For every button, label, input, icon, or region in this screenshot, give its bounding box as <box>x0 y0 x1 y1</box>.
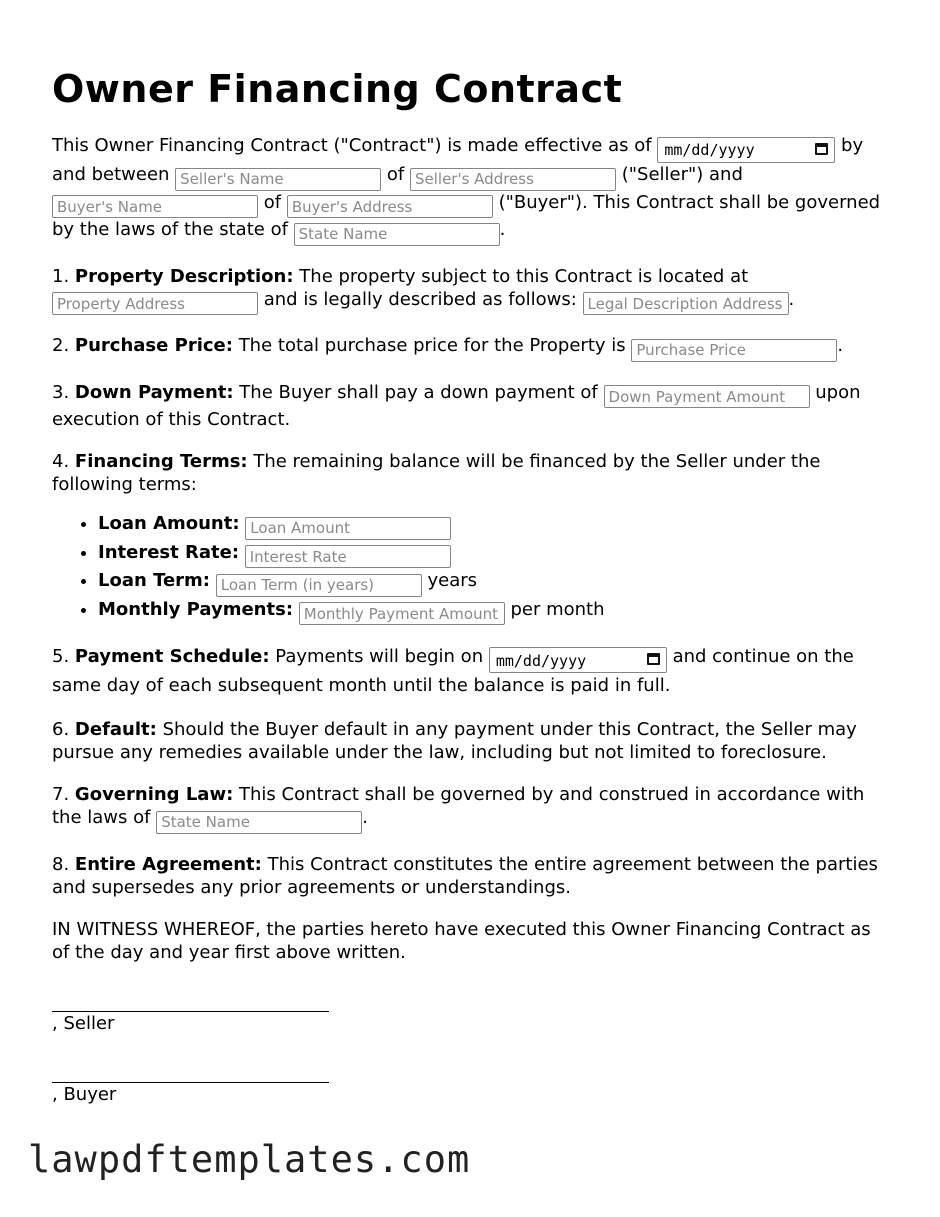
monthly-payments-label: Monthly Payments: <box>98 598 294 620</box>
section-down-payment <box>52 381 892 432</box>
witness-paragraph: IN WITNESS WHEREOF, the parties hereto have executed this Owner Financing Contract as of the day and year first above written. <box>52 918 871 963</box>
legal-description-input[interactable] <box>583 292 789 315</box>
section-entire-agreement <box>52 853 892 899</box>
section-text: This Contract constitutes the entire agreement between the parties and supersedes any prior agreements or understandings. <box>52 853 878 898</box>
down-payment-input[interactable] <box>604 385 810 408</box>
seller-address-input[interactable] <box>410 168 616 191</box>
section-heading: Default: <box>74 719 157 740</box>
section-heading: Purchase Price: <box>74 335 233 356</box>
calendar-icon[interactable] <box>647 653 660 665</box>
section-heading: Property Description: <box>74 265 294 287</box>
section-text: and continue on the same day of each subsequent month until the balance is paid in full. <box>52 646 854 696</box>
section-heading: Down Payment: <box>74 381 234 403</box>
intro-text-3: of <box>386 164 405 185</box>
contract-document <box>52 66 892 1116</box>
section-text: The remaining balance will be financed by the Seller under the following terms: <box>52 451 821 495</box>
seller-signature-block <box>52 994 892 1035</box>
section-number: 8. <box>52 853 70 875</box>
section-text: Should the Buyer default in any payment under this Contract, the Seller may pursue any remedies available under the law, including but not limited to foreclosure. <box>52 719 857 763</box>
loan-amount-label: Loan Amount: <box>98 513 240 534</box>
section-heading: Entire Agreement: <box>74 853 262 875</box>
seller-name-input[interactable] <box>175 168 381 191</box>
section-text: and is legally described as follows: <box>263 288 577 310</box>
seller-signature-line[interactable] <box>52 994 329 1012</box>
intro-text-5: of <box>263 191 282 213</box>
intro-paragraph <box>52 134 892 246</box>
payment-start-date-placeholder: mm/dd/yyyy <box>495 652 587 670</box>
list-item <box>98 569 892 597</box>
section-number: 5. <box>52 646 70 667</box>
buyer-signature-block <box>52 1065 892 1106</box>
section-text: This Contract shall be governed by and construed in accordance with the laws of <box>52 784 865 828</box>
section-heading: Financing Terms: <box>74 451 248 472</box>
list-item <box>98 512 892 540</box>
payment-start-date-field[interactable] <box>489 647 667 673</box>
section-text: upon execution of this Contract. <box>52 381 861 430</box>
page-title: Owner Financing Contract <box>52 67 623 111</box>
loan-amount-input[interactable] <box>245 517 451 540</box>
section-number: 2. <box>52 335 70 356</box>
intro-text-1: This Owner Financing Contract ("Contract") is made effective as of <box>52 135 652 156</box>
intro-text-6: ("Buyer"). This Contract shall be governed by the laws of the state of <box>52 191 881 240</box>
section-text: The property subject to this Contract is located at <box>299 265 749 287</box>
financing-terms-list <box>52 512 892 625</box>
buyer-signature-label: , Buyer <box>52 1083 117 1105</box>
section-text: . <box>837 335 844 356</box>
brand-watermark: lawpdftemplates.com <box>28 1138 471 1181</box>
section-number: 1. <box>52 265 70 287</box>
intro-text-2: by and between <box>52 135 864 185</box>
section-property-description <box>52 265 892 316</box>
effective-date-field[interactable] <box>657 137 835 163</box>
section-heading: Governing Law: <box>74 784 234 805</box>
section-number: 4. <box>52 451 70 472</box>
section-governing-law <box>52 783 892 834</box>
section-text: . <box>788 288 795 310</box>
list-item <box>98 541 892 569</box>
section-payment-schedule <box>52 644 892 699</box>
section-purchase-price <box>52 334 892 362</box>
section-number: 7. <box>52 784 70 805</box>
section-text: Payments will begin on <box>275 646 484 667</box>
loan-term-input[interactable] <box>216 574 422 597</box>
section-financing-terms <box>52 450 892 496</box>
section-text: The total purchase price for the Property is <box>238 335 626 356</box>
loan-term-label: Loan Term: <box>98 570 210 591</box>
effective-date-placeholder: mm/dd/yyyy <box>664 141 755 159</box>
buyer-signature-line[interactable] <box>52 1065 329 1083</box>
section-text: The Buyer shall pay a down payment of <box>239 381 598 403</box>
interest-rate-label: Interest Rate: <box>98 541 240 563</box>
section-number: 6. <box>52 719 70 740</box>
loan-term-suffix: years <box>427 570 478 591</box>
monthly-payment-suffix: per month <box>510 598 605 620</box>
intro-text-4: ("Seller") and <box>621 164 743 185</box>
section-number: 3. <box>52 381 70 403</box>
interest-rate-input[interactable] <box>245 545 451 568</box>
seller-signature-label: , Seller <box>52 1012 115 1034</box>
property-address-input[interactable] <box>52 292 258 315</box>
buyer-address-input[interactable] <box>287 195 493 218</box>
governing-state-input[interactable] <box>156 811 362 834</box>
buyer-name-input[interactable] <box>52 195 258 218</box>
list-item <box>98 598 892 626</box>
section-heading: Payment Schedule: <box>74 646 270 667</box>
section-text: . <box>362 807 368 828</box>
calendar-icon[interactable] <box>815 143 828 155</box>
section-default <box>52 718 892 764</box>
monthly-payment-input[interactable] <box>299 602 505 625</box>
state-name-input[interactable] <box>294 223 500 246</box>
purchase-price-input[interactable] <box>631 339 837 362</box>
intro-text-7: . <box>499 219 506 240</box>
